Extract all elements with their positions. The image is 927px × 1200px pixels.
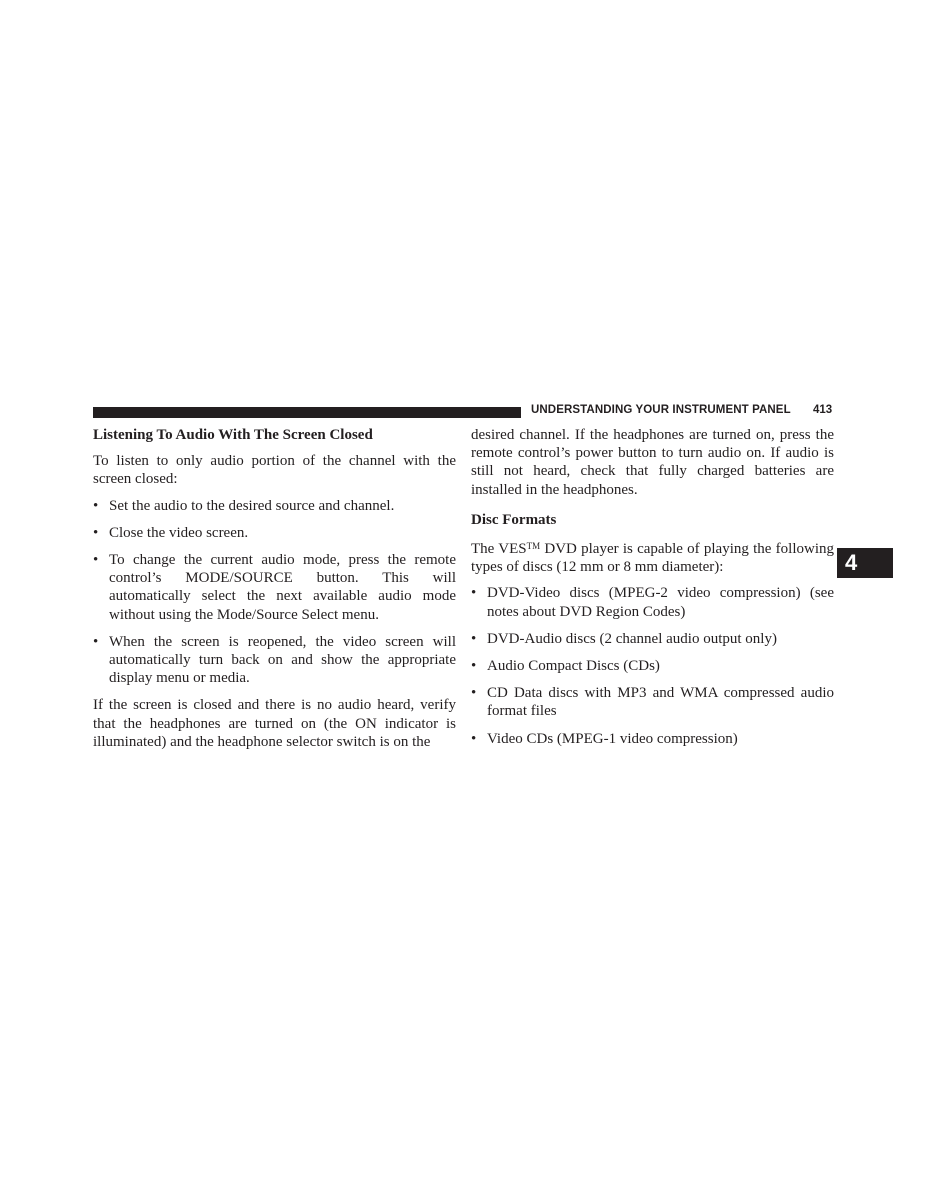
list-item: • Close the video screen. — [93, 524, 456, 542]
left-closing-paragraph: If the screen is closed and there is no audio heard, verify that the headphones are turned on (the ON indicator is illuminated) and the headphone selector switch is on the — [93, 697, 456, 750]
header-rule — [93, 407, 521, 418]
list-item: • Video CDs (MPEG-1 video compression) — [471, 730, 834, 748]
list-item: • Set the audio to the desired source and channel. — [93, 497, 456, 515]
section-header-title: UNDERSTANDING YOUR INSTRUMENT PANEL — [531, 404, 791, 416]
chapter-number: 4 — [845, 550, 858, 575]
list-item: • Audio Compact Discs (CDs) — [471, 657, 834, 675]
section-heading-audio-screen-closed: Listening To Audio With The Screen Closed — [93, 427, 373, 443]
list-item: • CD Data discs with MP3 and WMA compressed audio format files — [471, 684, 834, 720]
intro-text-end: DVD player is capable of playing the following types of discs (12 mm or 8 mm diameter): — [471, 541, 835, 576]
list-item: • When the screen is reopened, the video screen will automatically turn back on and show the appropriate display menu or media. — [93, 633, 456, 688]
left-bullet-list — [93, 497, 456, 688]
page-number: 413 — [813, 404, 833, 416]
disc-formats-list — [471, 584, 834, 747]
list-item: • DVD-Audio discs (2 channel audio output only) — [471, 630, 834, 648]
right-column — [471, 426, 834, 757]
intro-text-start: The VES — [471, 541, 527, 558]
chapter-tab — [837, 548, 893, 578]
list-item: • To change the current audio mode, press the remote control’s MODE/SOURCE button. This will automatically select the next available audio mode without using the Mode/Source Select menu. — [93, 551, 456, 624]
right-continuation-paragraph: desired channel. If the headphones are turned on, press the remote control’s power button to turn audio on. If audio is still not heard, check that fully charged batteries are installed in the headphones. — [471, 427, 834, 498]
left-column — [93, 426, 456, 759]
section-heading-disc-formats: Disc Formats — [471, 511, 557, 528]
trademark-symbol: TM — [526, 541, 541, 552]
left-intro-paragraph: To listen to only audio portion of the channel with the screen closed: — [93, 453, 456, 488]
disc-formats-intro — [471, 537, 834, 576]
list-item: • DVD-Video discs (MPEG-2 video compression) (see notes about DVD Region Codes) — [471, 584, 834, 620]
